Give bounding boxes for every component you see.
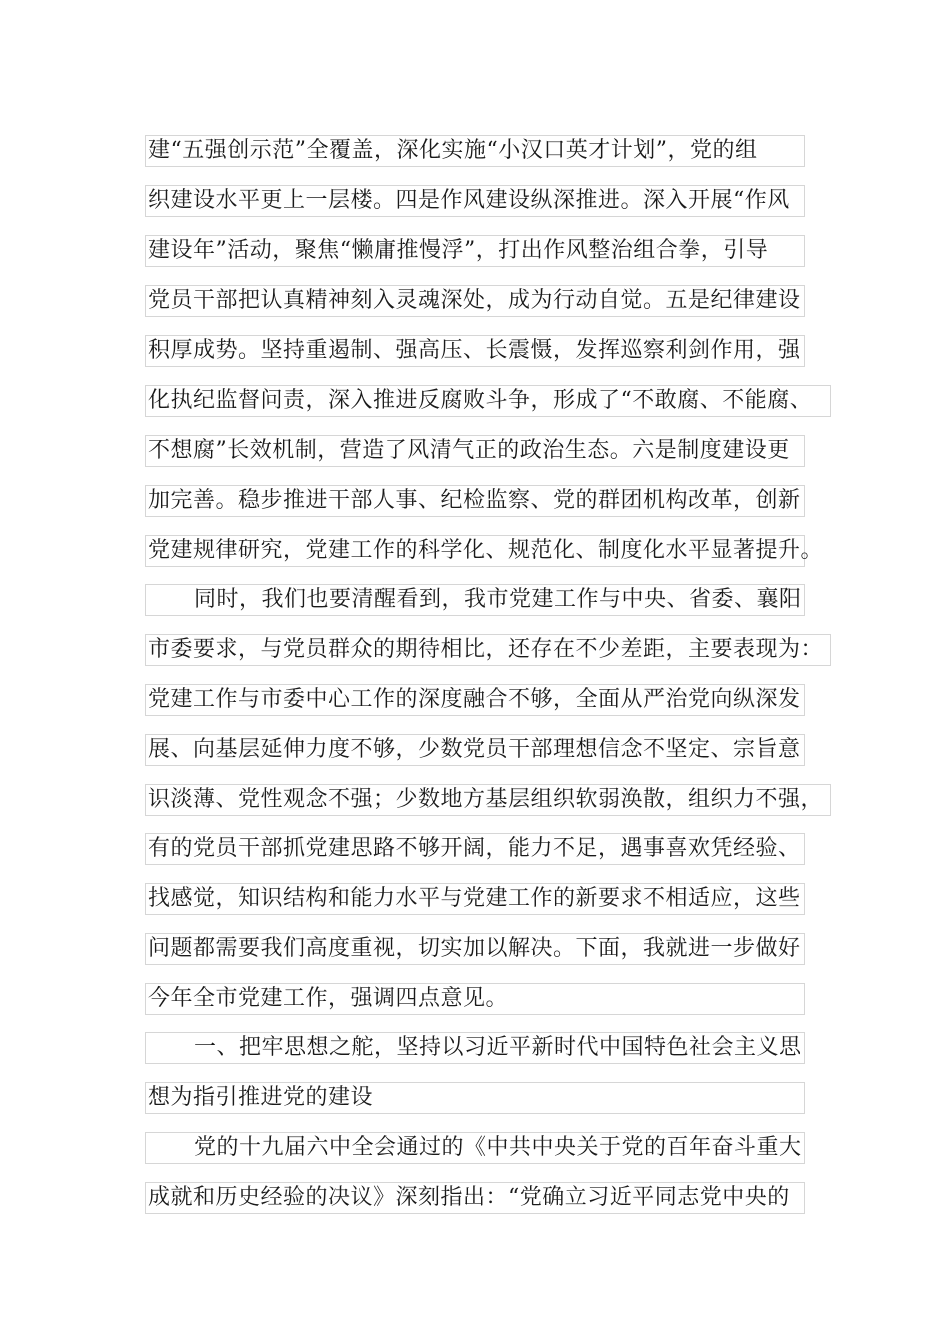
text-line: 展、向基层延伸力度不够，少数党员干部理想信念不坚定、宗旨意 xyxy=(145,734,805,766)
section-heading-line: 一、把牢思想之舵，坚持以习近平新时代中国特色社会主义思 xyxy=(145,1032,805,1064)
paragraph-first-line: 党的十九届六中全会通过的《中共中央关于党的百年奋斗重大 xyxy=(145,1132,805,1164)
text-line: 识淡薄、党性观念不强；少数地方基层组织软弱涣散，组织力不强， xyxy=(145,784,831,816)
paragraph-first-line: 同时，我们也要清醒看到，我市党建工作与中央、省委、襄阳 xyxy=(145,584,805,616)
text-line: 不想腐”长效机制，营造了风清气正的政治生态。六是制度建设更 xyxy=(145,435,805,467)
text-line: 市委要求，与党员群众的期待相比，还存在不少差距，主要表现为： xyxy=(145,634,831,666)
text-line: 化执纪监督问责，深入推进反腐败斗争，形成了“不敢腐、不能腐、 xyxy=(145,385,831,417)
text-line: 问题都需要我们高度重视，切实加以解决。下面，我就进一步做好 xyxy=(145,933,805,965)
text-line: 织建设水平更上一层楼。四是作风建设纵深推进。深入开展“作风 xyxy=(145,185,805,217)
text-line: 今年全市党建工作，强调四点意见。 xyxy=(145,983,805,1015)
text-line: 有的党员干部抓党建思路不够开阔，能力不足，遇事喜欢凭经验、 xyxy=(145,833,805,865)
text-line: 积厚成势。坚持重遏制、强高压、长震慑，发挥巡察利剑作用，强 xyxy=(145,335,805,367)
text-line: 党建规律研究，党建工作的科学化、规范化、制度化水平显著提升。 xyxy=(145,535,805,567)
text-line: 找感觉，知识结构和能力水平与党建工作的新要求不相适应，这些 xyxy=(145,883,805,915)
text-line: 党建工作与市委中心工作的深度融合不够，全面从严治党向纵深发 xyxy=(145,684,805,716)
text-line: 成就和历史经验的决议》深刻指出：“党确立习近平同志党中央的 xyxy=(145,1182,805,1214)
text-line: 建设年”活动，聚焦“懒庸推慢浮”，打出作风整治组合拳，引导 xyxy=(145,235,805,267)
text-line: 党员干部把认真精神刻入灵魂深处，成为行动自觉。五是纪律建设 xyxy=(145,285,805,317)
section-heading-line: 想为指引推进党的建设 xyxy=(145,1082,805,1114)
text-line: 加完善。稳步推进干部人事、纪检监察、党的群团机构改革，创新 xyxy=(145,485,805,517)
text-line: 建“五强创示范”全覆盖，深化实施“小汉口英才计划”，党的组 xyxy=(145,135,805,167)
